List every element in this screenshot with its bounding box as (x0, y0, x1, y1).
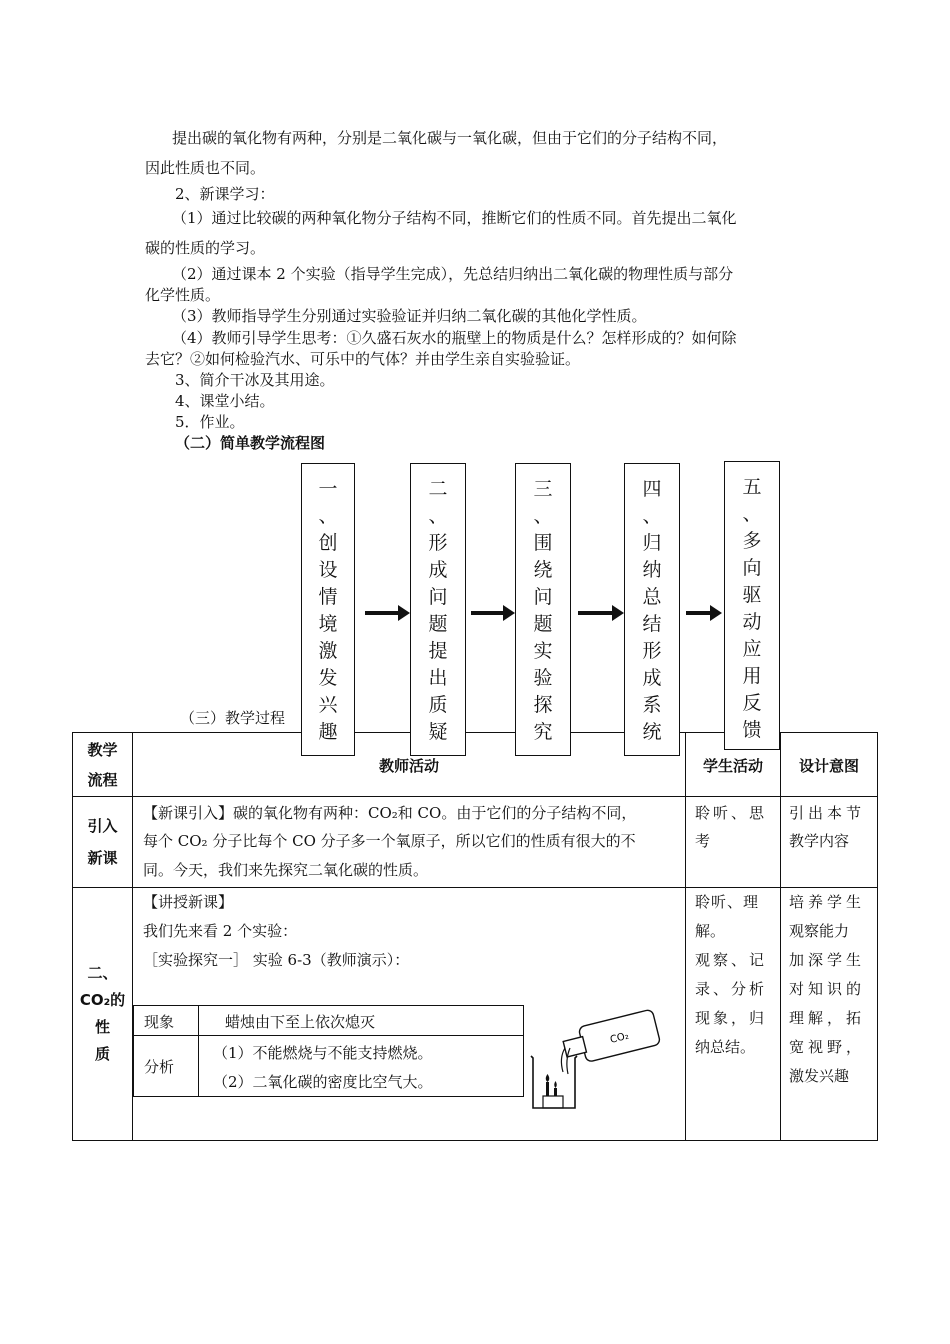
flow-step-5 (724, 461, 780, 750)
flow-step-4-char: 四 (642, 478, 662, 500)
header-teacher: 教师活动 (378, 757, 439, 775)
flow-arrow-3 (578, 611, 614, 615)
para-1a: 提出碳的氧化物有两种，分别是二氧化碳与一氧化碳，但由于它们的分子结构不同， (172, 129, 728, 147)
para-1b: 因此性质也不同。 (145, 159, 266, 177)
row2-teacher-cell (132, 887, 686, 1141)
row2-design-line-5: 理解，拓 (789, 1009, 866, 1027)
para-4b: 化学性质。 (145, 286, 221, 304)
analysis-value-cell (198, 1035, 524, 1097)
flow-arrow-4 (686, 611, 712, 615)
row2-flow-cell (72, 887, 133, 1141)
row2-teacher-line-2: 我们先来看 2 个实验： (143, 922, 298, 940)
flow-step-4-char: 结 (642, 613, 662, 635)
row1-flow-cell (72, 796, 133, 888)
flow-step-1-char: 兴 (318, 694, 338, 716)
para-7: 3、简介干冰及其用途。 (175, 371, 335, 389)
analysis-label: 分析 (144, 1058, 175, 1076)
row2-student-line-4: 录、分析 (695, 980, 768, 998)
row2-design-line-4: 对知识的 (789, 980, 866, 998)
flow-step-4-char: 、 (642, 505, 662, 527)
flow-step-1-char: 一 (318, 478, 338, 500)
row2-design-line-2: 观察能力 (789, 922, 850, 940)
header-design-cell (780, 732, 878, 797)
row2-student-line-3: 观察、记 (695, 951, 768, 969)
flow-step-2-char: 、 (428, 505, 448, 527)
flow-step-5-char: 反 (742, 692, 762, 714)
row2-design-line-6: 宽视野， (789, 1038, 866, 1056)
flow-step-3-char: 、 (533, 505, 553, 527)
row1-student-line-1: 聆听、思 (695, 804, 768, 822)
flow-step-2-char: 问 (428, 586, 448, 608)
flow-step-3-char: 探 (533, 694, 553, 716)
header-teacher-cell (132, 732, 686, 797)
flow-step-5-char: 驱 (742, 584, 762, 606)
row1-teacher-line-2: 每个 CO₂ 分子比每个 CO 分子多一个氧原子，所以它们的性质有很大的不 (143, 832, 636, 850)
row2-student-line-5: 现象，归 (695, 1009, 768, 1027)
flow-step-5-char: 应 (742, 638, 762, 660)
flow-step-5-char: 动 (742, 611, 762, 633)
para-3a: （1）通过比较碳的两种氧化物分子结构不同，推断它们的性质不同。首先提出二氧化 (172, 209, 737, 227)
row1-design-line-1: 引出本节 (789, 804, 866, 822)
flow-step-1-char: 发 (318, 667, 338, 689)
flow-step-1-char: 境 (318, 613, 338, 635)
header-design: 设计意图 (798, 757, 859, 775)
row2-flow-4: 质 (94, 1045, 110, 1063)
header-flow-1: 教学 (87, 741, 118, 759)
analysis-value-1: （1）不能燃烧与不能支持燃烧。 (213, 1044, 433, 1062)
flow-step-2-char: 提 (428, 640, 448, 662)
para-6a: （4）教师引导学生思考：①久盛石灰水的瓶壁上的物质是什么？怎样形成的？如何除 (172, 329, 737, 347)
header-flow-2: 流程 (87, 771, 118, 789)
para-9: 5．作业。 (175, 413, 245, 431)
flow-step-1-char: 趣 (318, 721, 338, 743)
para-8: 4、课堂小结。 (175, 392, 275, 410)
flow-step-3-char: 问 (533, 586, 553, 608)
flow-step-3-char: 究 (533, 721, 553, 743)
flow-step-4-char: 系 (642, 694, 662, 716)
flow-step-1-char: 创 (318, 532, 338, 554)
flow-step-4 (624, 463, 680, 756)
row2-student-line-2: 解。 (695, 922, 726, 940)
analysis-label-cell (133, 1035, 199, 1097)
flow-step-4-char: 形 (642, 640, 662, 662)
co2-bottle-label: CO₂ (609, 1030, 631, 1046)
flow-step-2-char: 二 (428, 478, 448, 500)
flow-step-3-char: 绕 (533, 559, 553, 581)
para-2: 2、新课学习： (175, 185, 275, 203)
row2-student-line-1: 聆听、理 (695, 893, 760, 911)
flow-arrow-2 (471, 611, 505, 615)
flow-step-2-char: 成 (428, 559, 448, 581)
row1-teacher-cell (132, 796, 686, 888)
flow-step-1-char: 情 (318, 586, 338, 608)
flow-step-3 (515, 463, 571, 756)
flow-step-4-char: 统 (642, 721, 662, 743)
flow-step-3-char: 题 (533, 613, 553, 635)
row2-teacher-line-3: ［实验探究一］ 实验 6-3（教师演示）： (143, 951, 410, 969)
row1-flow-2: 新课 (87, 849, 118, 867)
flow-step-2-char: 形 (428, 532, 448, 554)
row2-student-line-6: 纳总结。 (695, 1038, 756, 1056)
row2-design-cell (780, 887, 878, 1141)
para-4a: （2）通过课本 2 个实验（指导学生完成），先总结归纳出二氧化碳的物理性质与部分 (172, 265, 734, 283)
flow-step-2-char: 质 (428, 694, 448, 716)
flow-step-5-char: 馈 (742, 719, 762, 741)
row1-design-cell (780, 796, 878, 888)
row1-flow-1: 引入 (87, 817, 118, 835)
flow-step-3-char: 实 (533, 640, 553, 662)
flow-step-1-char: 设 (318, 559, 338, 581)
flow-step-4-char: 总 (642, 586, 662, 608)
row1-teacher-line-3: 同。今天，我们来先探究二氧化碳的性质。 (143, 861, 429, 879)
row2-design-line-3: 加深学生 (789, 951, 866, 969)
observation-value: 蜡烛由下至上依次熄灭 (225, 1013, 376, 1031)
observation-label-cell (133, 1005, 199, 1036)
flow-arrow-1 (365, 611, 400, 615)
co2-pouring-illustration (523, 996, 663, 1114)
header-flow-cell (72, 732, 133, 797)
flow-step-1 (301, 463, 355, 756)
flow-step-2-char: 题 (428, 613, 448, 635)
row1-student-cell (685, 796, 781, 888)
row2-student-cell (685, 887, 781, 1141)
row2-flow-3: 性 (94, 1018, 110, 1036)
flow-step-1-char: 激 (318, 640, 338, 662)
flow-step-3-char: 三 (533, 478, 553, 500)
flow-step-3-char: 验 (533, 667, 553, 689)
observation-value-cell (198, 1005, 524, 1036)
flow-step-4-char: 成 (642, 667, 662, 689)
flow-step-5-char: 、 (742, 503, 762, 525)
row2-flow-1: 二、 (87, 964, 118, 982)
row1-student-line-2: 考 (695, 832, 711, 850)
flow-step-4-char: 归 (642, 532, 662, 554)
flow-step-1-char: 、 (318, 505, 338, 527)
row2-design-line-1: 培养学生 (789, 893, 866, 911)
para-5: （3）教师指导学生分别通过实验验证并归纳二氧化碳的其他化学性质。 (172, 307, 647, 325)
observation-label: 现象 (144, 1013, 175, 1031)
flow-step-5-char: 多 (742, 530, 762, 552)
para-3b: 碳的性质的学习。 (145, 239, 266, 257)
header-student: 学生活动 (702, 757, 763, 775)
flow-step-5-char: 向 (742, 557, 762, 579)
flow-step-2-char: 出 (428, 667, 448, 689)
flow-step-5-char: 五 (742, 476, 762, 498)
row2-design-line-7: 激发兴趣 (789, 1067, 850, 1085)
row2-teacher-line-1: 【讲授新课】 (143, 893, 234, 911)
row1-design-line-2: 教学内容 (789, 832, 850, 850)
row1-teacher-line-1: 【新课引入】碳的氧化物有两种：CO₂和 CO。由于它们的分子结构不同， (143, 804, 637, 822)
section-title-flowchart: （二）简单教学流程图 (175, 434, 326, 452)
flow-step-2 (410, 463, 466, 756)
section-title-process: （三）教学过程 (180, 709, 286, 727)
flow-step-4-char: 纳 (642, 559, 662, 581)
flow-step-3-char: 围 (533, 532, 553, 554)
row2-flow-2: CO₂的 (79, 991, 126, 1009)
para-6b: 去它？②如何检验汽水、可乐中的气体？并由学生亲自实验验证。 (145, 350, 581, 368)
analysis-value-2: （2）二氧化碳的密度比空气大。 (213, 1073, 433, 1091)
flow-step-5-char: 用 (742, 665, 762, 687)
flow-step-2-char: 疑 (428, 721, 448, 743)
